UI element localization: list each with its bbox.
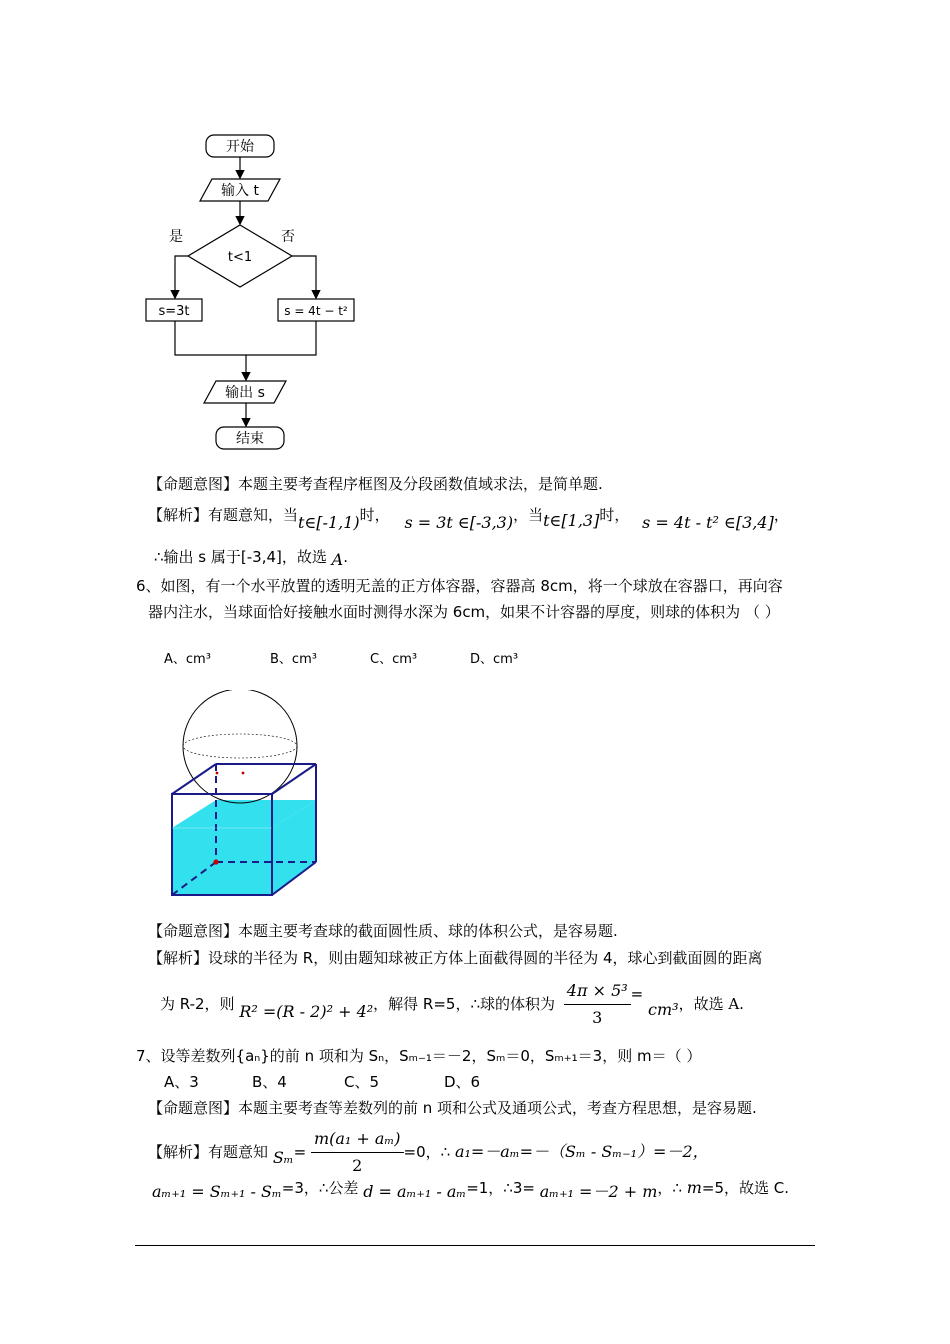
q5-conclusion: ∴输出 s 属于[-3,4]，故选 A. bbox=[154, 548, 348, 569]
math-t-range2: t∈[1,3] bbox=[543, 511, 600, 530]
equation-radius: R² =(R - 2)² + 4² bbox=[239, 1002, 374, 1021]
q7-option-a: A、3 bbox=[164, 1073, 199, 1091]
q6-analysis-line2: 为 R-2，则 R² =(R - 2)² + 4²，解得 R=5，∴球的体积为 $\frac{\text{4π × 5³}}{3}$ = cm³，故选 A. bbox=[160, 978, 744, 1031]
sphere-equator bbox=[183, 734, 297, 758]
q6-intent: 【命题意图】本题主要考查球的截面圆性质、球的体积公式，是容易题. bbox=[148, 922, 618, 940]
answer-letter: A bbox=[331, 550, 344, 569]
input-label: 输入 t bbox=[221, 183, 259, 199]
math-s-range2: s = 4t - t² ∈[3,4] bbox=[642, 513, 774, 532]
q7-analysis-line2: aₘ₊₁ = Sₘ₊₁ - Sₘ=3，∴公差 d = aₘ₊₁ - aₘ=1，∴3= aₘ₊₁ =－2 + m，∴ m=5，故选 C. bbox=[152, 1178, 790, 1201]
math-t-range1: t∈[-1,1) bbox=[298, 513, 360, 532]
flowchart bbox=[140, 125, 370, 455]
volume-fraction: $\frac{\text{4π × 5³}}{3}$ bbox=[564, 978, 631, 1031]
sphere bbox=[183, 690, 297, 803]
q6-analysis-line1: 【解析】设球的半径为 R，则由题知球被正方体上面截得圆的半径为 4，球心到截面圆的距离 bbox=[148, 949, 763, 967]
q6-option-a: A、cm³ bbox=[164, 652, 211, 667]
end-label: 结束 bbox=[236, 431, 264, 447]
q7-option-d: D、6 bbox=[444, 1073, 481, 1091]
cube-sphere-figure bbox=[160, 690, 330, 900]
sum-fraction: $\frac{\text{m(a₁ + aₘ)}}{2}$ bbox=[311, 1126, 404, 1179]
q6-option-b: B、cm³ bbox=[270, 652, 317, 667]
q7-intent: 【命题意图】本题主要考查等差数列的前 n 项和公式及通项公式，考查方程思想，是容易题. bbox=[148, 1099, 757, 1117]
bottom-center-dot bbox=[213, 859, 218, 864]
branch-no-label: s = 4t − t² bbox=[284, 304, 348, 318]
math-s-range1: s = 3t ∈[-3,3) bbox=[404, 513, 514, 532]
q6-option-c: C、cm³ bbox=[370, 652, 418, 667]
start-label: 开始 bbox=[226, 139, 254, 155]
q7-analysis-line1: 【解析】有题意知 Sₘ= $\frac{\text{m(a₁ + aₘ)}}{2}$ =0，∴ a₁=－aₘ=－（Sₘ - Sₘ₋₁）=－2， bbox=[148, 1126, 709, 1179]
condition-label: t<1 bbox=[227, 250, 253, 265]
output-label: 输出 s bbox=[225, 385, 265, 401]
footer-rule bbox=[135, 1245, 815, 1246]
q5-intent: 【命题意图】本题主要考查程序框图及分段函数值域求法，是简单题. bbox=[148, 475, 603, 493]
yes-label: 是 bbox=[169, 229, 183, 245]
q7-option-b: B、4 bbox=[252, 1073, 287, 1091]
branch-yes-label: s=3t bbox=[158, 304, 190, 319]
q6-stem-line2: 器内注水，当球面恰好接触水面时测得水深为 6cm，如果不计容器的厚度，则球的体积为 （ ） bbox=[148, 603, 780, 621]
q7-option-c: C、5 bbox=[344, 1073, 380, 1091]
q6-stem-line1: 6、如图，有一个水平放置的透明无盖的正方体容器，容器高 8cm，将一个球放在容器口，再向容 bbox=[136, 577, 783, 595]
q5-analysis: 【解析】有题意知，当t∈[-1,1)时， s = 3t ∈[-3,3)，当t∈[1,3]时， s = 4t - t² ∈[3,4]， bbox=[148, 506, 789, 532]
q7-stem: 7、设等差数列{aₙ}的前 n 项和为 Sₙ，Sₘ₋₁＝－2，Sₘ＝0，Sₘ₊₁＝3，则 m＝（ ） bbox=[136, 1047, 702, 1065]
no-label: 否 bbox=[281, 229, 295, 245]
q6-option-d: D、cm³ bbox=[470, 652, 519, 667]
unit-cm3: cm³ bbox=[648, 1000, 679, 1019]
analysis-label: 【解析】 bbox=[148, 506, 209, 524]
